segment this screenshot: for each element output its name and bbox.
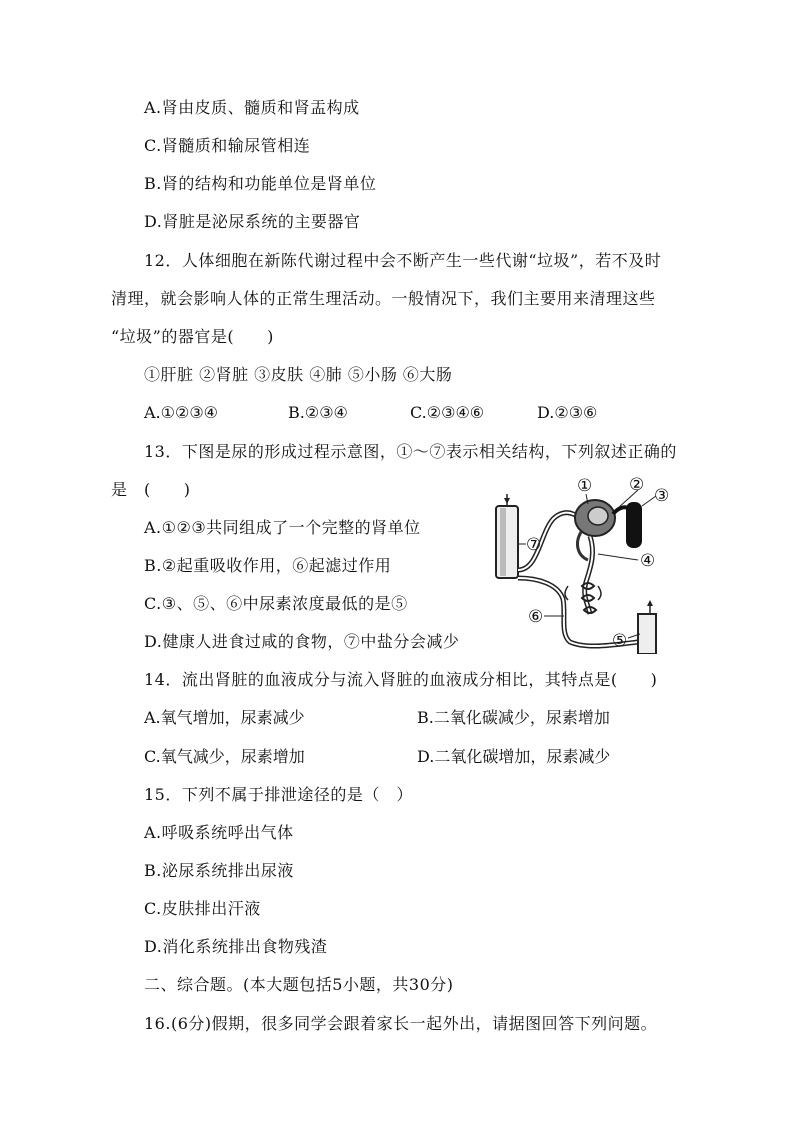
q13-option-c: C.③、⑤、⑥中尿素浓度最低的是⑤ — [144, 594, 408, 613]
q12-option-b: B.②③④ — [288, 403, 348, 422]
label-1: ① — [577, 476, 593, 496]
q12-stem-line1: 12．人体细胞在新陈代谢过程中会不断产生一些代谢“垃圾”，若不及时 — [144, 251, 662, 270]
label-3: ③ — [654, 486, 670, 506]
q12-items: ①肝脏 ②肾脏 ③皮肤 ④肺 ⑤小肠 ⑥大肠 — [144, 365, 453, 384]
q15-option-d: D.消化系统排出食物残渣 — [144, 937, 328, 956]
q12-option-d: D.②③⑥ — [537, 403, 598, 422]
renal-vein-tube — [496, 494, 518, 578]
q12-stem-line2: 清理，就会影响人体的正常生理活动。一般情况下，我们主要用来清理这些 — [111, 289, 656, 308]
q15-option-b: B.泌尿系统排出尿液 — [144, 861, 294, 880]
label-4: ④ — [640, 551, 656, 571]
label-5: ⑤ — [612, 631, 628, 651]
q14-option-a: A.氧气增加，尿素减少 — [144, 708, 305, 727]
q14-stem: 14．流出肾脏的血液成分与流入肾脏的血液成分相比，其特点是( ) — [144, 670, 658, 689]
label-2: ② — [629, 475, 645, 495]
q13-stem-line1: 13．下图是尿的形成过程示意图，①～⑦表示相关结构，下列叙述正确的 — [144, 442, 677, 461]
q16-stem: 16.(6分)假期，很多同学会跟着家长一起外出，请据图回答下列问题。 — [144, 1014, 658, 1033]
q12-option-c: C.②③④⑥ — [410, 403, 485, 422]
q13-stem-line2: 是 ( ) — [111, 480, 191, 499]
artery-tube — [613, 502, 642, 548]
label-7: ⑦ — [526, 535, 542, 555]
q14-option-b: B.二氧化碳减少，尿素增加 — [417, 708, 610, 727]
q14-option-c: C.氧气减少，尿素增加 — [144, 747, 305, 766]
urine-formation-diagram — [478, 474, 680, 654]
q14-option-d: D.二氧化碳增加，尿素减少 — [417, 747, 611, 766]
collecting-duct — [638, 600, 656, 654]
q12-option-a: A.①②③④ — [144, 403, 219, 422]
q15-option-c: C.皮肤排出汗液 — [144, 899, 261, 918]
q13-option-a: A.①②③共同组成了一个完整的肾单位 — [144, 518, 421, 537]
section-2-heading: 二、综合题。(本大题包括5小题，共30分) — [144, 975, 454, 994]
label-6: ⑥ — [528, 607, 544, 627]
q13-option-d: D.健康人进食过咸的食物，⑦中盐分会减少 — [144, 632, 460, 651]
q15-option-a: A.呼吸系统呼出气体 — [144, 823, 294, 842]
q13-option-b: B.②起重吸收作用，⑥起滤过作用 — [144, 556, 392, 575]
q12-stem-line3: “垃圾”的器官是( ) — [111, 327, 274, 346]
q11-option-a: A.肾由皮质、髓质和肾盂构成 — [144, 98, 360, 117]
q11-option-b: B.肾的结构和功能单位是肾单位 — [144, 174, 377, 193]
q11-option-d: D.肾脏是泌尿系统的主要器官 — [144, 212, 361, 231]
capillary-network — [565, 583, 601, 613]
q15-stem: 15．下列不属于排泄途径的是（ ） — [144, 785, 413, 804]
q11-option-c: C.肾髓质和输尿管相连 — [144, 136, 311, 155]
